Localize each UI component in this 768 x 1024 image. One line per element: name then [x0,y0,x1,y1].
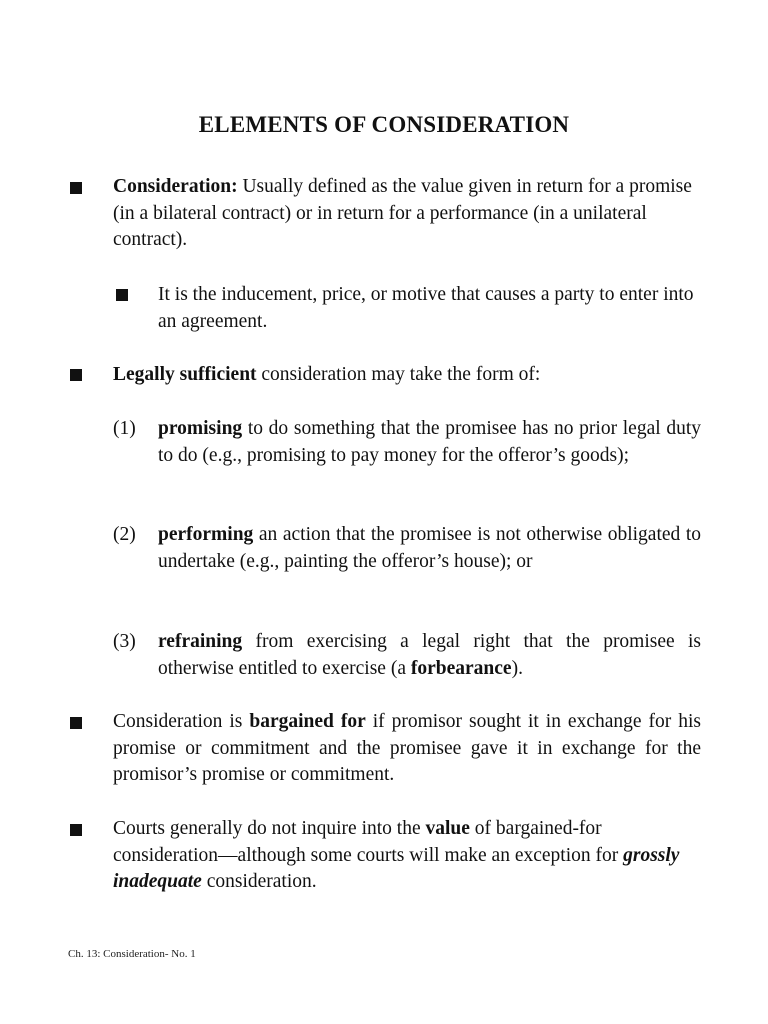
list-item-text-end: ). [511,657,523,679]
inducement-note-text: It is the inducement, price, or motive that causes a party to enter into an agreement. [158,284,694,332]
list-item-text: an action that the promisee is not otherwise obligated to undertake (e.g., painting the offeror’s house); or [158,524,701,572]
list-item-performing [158,522,701,575]
list-number: (2) [113,524,136,545]
list-item-refraining [158,629,701,682]
list-item-promising [158,416,701,469]
page-title: ELEMENTS OF CONSIDERATION [198,112,570,137]
bargained-for-pre: Consideration is [113,711,250,732]
term-legally-sufficient: Legally sufficient [113,364,257,385]
list-item-text: from exercising a legal right that the promisee is otherwise entitled to exercise (a [158,631,701,679]
courts-value-mid: of bargained-for consideration—although some courts will make an exception for [113,818,624,866]
list-item-text: to do something that the promisee has no prior legal duty to do (e.g., promising to pay money for the offeror’s goods); [158,418,701,466]
consideration-definition-text: Usually defined as the value given in return for a promise (in a bilateral contract) or in return for a performance (in a unilateral contract). [113,176,692,250]
list-number: (3) [113,631,136,652]
term-promising: promising [158,418,243,439]
term-refraining: refraining [158,631,243,652]
list-number: (1) [113,418,136,439]
term-consideration: Consideration: [113,176,238,197]
square-bullet-icon [116,289,128,301]
square-bullet-icon [70,717,82,729]
bargained-for-text: if promisor sought it in exchange for his promise or commitment and the promisee gave it in exchange for the promisor’s promise or commitment. [113,711,701,785]
bargained-for-paragraph [113,709,701,789]
courts-value-text: consideration. [201,871,317,892]
term-bargained-for: bargained for [249,711,366,732]
square-bullet-icon [70,824,82,836]
term-value: value [425,818,470,839]
term-grossly-inadequate: grossly inadequate [113,844,680,892]
term-performing: performing [158,524,254,545]
page-footer: Ch. 13: Consideration- No. 1 [68,948,196,960]
legally-sufficient-text: consideration may take the form of: [256,364,541,385]
square-bullet-icon [70,369,82,381]
courts-value-paragraph [113,816,703,896]
courts-value-pre: Courts generally do not inquire into the [113,818,426,839]
square-bullet-icon [70,182,82,194]
inducement-note [158,282,703,335]
legally-sufficient-intro [113,362,703,389]
consideration-definition [113,174,703,254]
term-forbearance: forbearance [410,657,512,679]
